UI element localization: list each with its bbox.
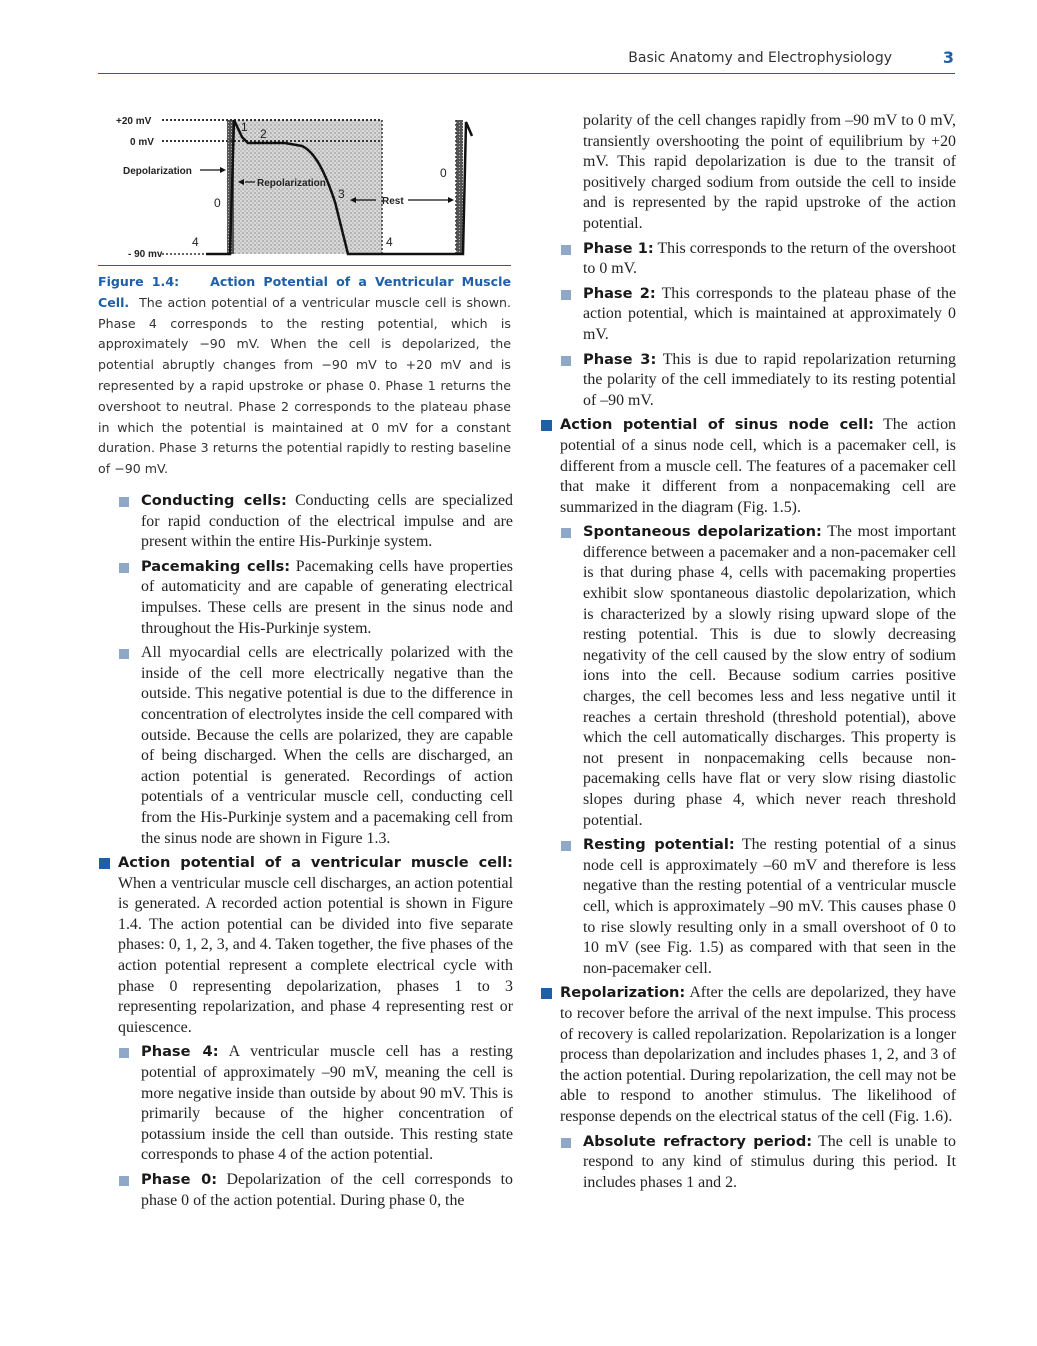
action-potential-diagram [110, 112, 510, 262]
item-text: The resting potential of a sinus node cell is approximately –60 mV and therefore is less negative than the resting potential of a ventricular muscle cell, which is approximately –90 mV. This causes phase 0 to rise slowly resulting only in a small overshoot of 0 to 10 mV (see Fig. 1.5) as compared with that seen in the non-pacemaker cell. [583, 836, 957, 977]
square-bullet-icon [119, 1048, 129, 1058]
list-item [98, 643, 513, 849]
item-text: This corresponds to the return of the overshoot to 0 mV. [583, 239, 956, 278]
label-phase0-left: 0 [214, 196, 221, 210]
square-bullet-icon [119, 649, 129, 659]
label-phase4-right: 4 [386, 235, 393, 249]
list-item [540, 350, 956, 412]
page-header [98, 48, 955, 74]
square-bullet-icon [561, 356, 571, 366]
list-item [98, 853, 513, 1038]
list-item [98, 491, 513, 553]
label-rest: Rest [382, 196, 404, 207]
square-bullet-icon [561, 290, 571, 300]
item-text: This is due to rapid repolarization returning the polarity of the cell immediately to its resting potential of –90 mV. [583, 350, 957, 409]
label-zero: 0 mV [130, 137, 154, 148]
list-item [98, 1170, 513, 1211]
item-text: A ventricular muscle cell has a resting potential of approximately –90 mV, meaning the cell is more negative inside than outside by about 90 mV. This is primarily because of the higher concentration of potassium inside the cell than outside. This resting state corresponds to phase 4 of the action potential. [141, 1043, 513, 1164]
square-bullet-icon [561, 1138, 571, 1148]
running-title: Basic Anatomy and Electrophysiology [628, 50, 892, 66]
item-text: polarity of the cell changes rapidly from –90 mV to 0 mV, transiently overshooting the point of equilibrium by +20 mV. This rapid depolarization is due to the transit of positively charged sodium from outside the cell to inside and is represented by the rapid upstroke of the action potential. [583, 112, 956, 232]
item-text: All myocardial cells are electrically polarized with the inside of the cell more electrically negative than the outside. This negative potential is due to the difference in concentration of electrolytes inside the cell compared with outside. Because the cells are polarized, they are capable of being discharged. When the cells are discharged, an action potential is generated. Recordings of action potentials of a ventricular muscle cell, conducting cell from the His-Purkinje system and a pacemaking cell from the sinus node are shown in Figure 1.3. [141, 644, 513, 847]
label-plus20: +20 mV [116, 116, 152, 127]
label-minus90: - 90 mv [128, 249, 163, 260]
item-term: Resting potential: [583, 836, 735, 854]
item-text: The most important difference between a pacemaker and a non-pacemaker cell is that during phase 4, cells with pacemaking properties exhibit slow spontaneous diastolic depolarization, which is characterized by a slowly rising upward slope of the resting potential. This is due to slowly decreasing negativity of the cell caused by the slow entry of sodium ions into the cell. Because sodium carries positive charges, the cell becomes less and less negative until it reaches a certain threshold (threshold potential), above which the cell automatically discharges. This property is not present in nonpacemaking cells because non-pacemaking cells have flat or very slow rising diastolic slopes during phase 4, which never reach threshold potential. [583, 523, 957, 829]
list-item [98, 1042, 513, 1166]
square-bullet-icon [561, 528, 571, 538]
action-potential-figure [110, 112, 510, 262]
square-bullet-icon [119, 497, 129, 507]
item-text: The action potential of a sinus node cell, which is a pacemaker cell, is different from a muscle cell. The features of a pacemaker cell that make it different from a nonpacemaking cell are summarized in the diagram (Fig. 1.5). [560, 416, 956, 516]
figure-label: Figure 1.4: [98, 274, 180, 289]
figure-title: Action Potential of a Ventricular Muscle Cell. [98, 274, 511, 310]
item-term: Phase 1: [583, 239, 654, 257]
item-term: Phase 4: [141, 1043, 219, 1061]
page-number: 3 [942, 48, 954, 67]
label-depolarization: Depolarization [123, 166, 192, 177]
item-text: Conducting cells are specialized for rapid conduction of the electrical impulse and are present within the entire His-Purkinje system. [141, 492, 513, 551]
figure-caption [98, 272, 511, 480]
list-item [540, 284, 956, 346]
list-item [540, 1132, 956, 1194]
label-phase1: 1 [241, 120, 248, 134]
item-term: Action potential of sinus node cell: [560, 416, 874, 434]
figure-caption-text: The action potential of a ventricular muscle cell is shown. Phase 4 corresponds to the resting potential, which is approximately −90 mV. When the cell is depolarized, the potential abruptly changes from −90 mV to +20 mV and is represented by a rapid upstroke or phase 0. Phase 1 returns the overshoot to neutral. Phase 2 corresponds to the plateau phase in which the potential is maintained at 0 mV for a constant duration. Phase 3 returns the potential rapidly to resting baseline of −90 mV. [98, 294, 511, 477]
item-term: Action potential of a ventricular muscle cell: [118, 854, 513, 872]
upstroke-bar-right [456, 120, 463, 254]
square-bullet-icon [119, 1176, 129, 1186]
item-text: Depolarization of the cell corresponds to phase 0 of the action potential. During phase 0, the [141, 1171, 513, 1209]
right-column [540, 111, 956, 1193]
label-repolarization: Repolarization [257, 178, 326, 189]
square-bullet-icon [541, 420, 552, 431]
item-text: Pacemaking cells have properties of automaticity and are capable of generating electrical impulses. These cells are present in the sinus node and throughout the His-Purkinje system. [141, 557, 513, 637]
item-term: Conducting cells: [141, 492, 287, 509]
item-text: When a ventricular muscle cell discharges, an action potential is generated. A recorded action potential is shown in Figure 1.4. The action potential can be divided into five separate phases: 0, 1, 2, 3, and 4. Taken together, the five phases of the action potential represent a complete electrical cycle with phase 0 representing depolarization, phases 1 to 3 representing repolarization, and phase 4 representing rest or quiescence. [118, 874, 513, 1036]
figure-rule [98, 265, 511, 266]
label-phase4-left: 4 [192, 235, 199, 249]
square-bullet-icon [541, 988, 552, 999]
item-term: Pacemaking cells: [141, 557, 291, 575]
item-term: Repolarization: [560, 984, 686, 1002]
square-bullet-icon [561, 245, 571, 255]
list-item [540, 983, 956, 1127]
item-term: Phase 3: [583, 350, 657, 368]
list-item [540, 415, 956, 518]
item-text: The cell is unable to respond to any kind of stimulus during this period. It includes phases 1 and 2. [583, 1132, 956, 1191]
left-column [98, 491, 513, 1211]
item-text: After the cells are depolarized, they have to recover before the arrival of the next impulse. This process of recovery is called repolarization. Repolarization is a longer process than depolarization and includes phases 1, 2, and 3 of the action potential. During repolarization, the cell may not be able to respond to another stimulus. The likelihood of response depends on the electrical status of the cell (Fig. 1.6). [560, 984, 956, 1125]
square-bullet-icon [99, 858, 110, 869]
item-term: Phase 0: [141, 1171, 218, 1188]
label-phase0-right: 0 [440, 166, 447, 180]
item-term: Absolute refractory period: [583, 1132, 813, 1150]
square-bullet-icon [561, 841, 571, 851]
list-item [540, 522, 956, 831]
label-phase3: 3 [338, 187, 345, 201]
continued-paragraph [540, 111, 956, 235]
list-item [98, 557, 513, 639]
item-term: Spontaneous depolarization: [583, 523, 822, 541]
item-term: Phase 2: [583, 284, 656, 302]
square-bullet-icon [119, 563, 129, 573]
label-phase2: 2 [260, 127, 267, 141]
list-item [540, 239, 956, 280]
item-text: This corresponds to the plateau phase of the action potential, which is maintained at approximately 0 mV. [583, 284, 957, 343]
list-item [540, 835, 956, 979]
